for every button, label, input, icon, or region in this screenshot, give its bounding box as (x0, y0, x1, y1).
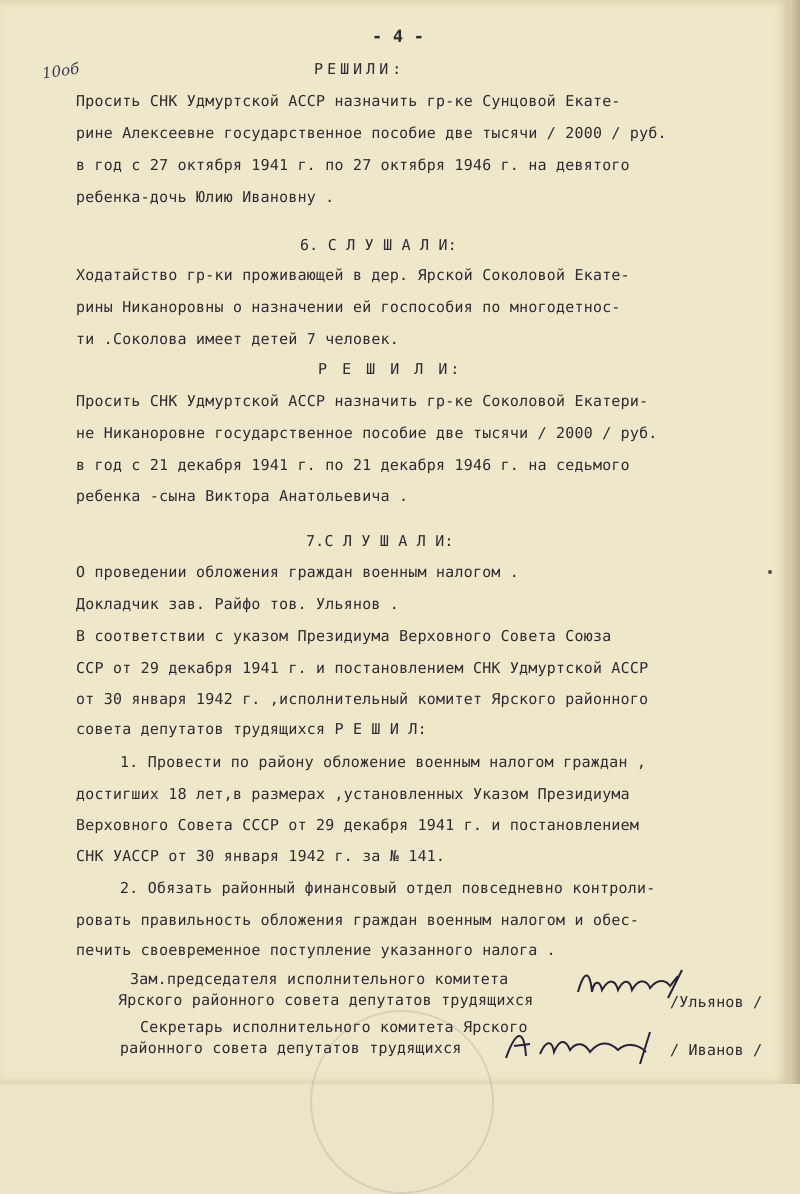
signature-title: Ярского районного совета депутатов трудящихся (117, 991, 534, 1009)
text-line: рины Никаноровны о назначении ей госпособия по многодетнос- (75, 298, 621, 316)
text-line: В соответствии с указом Президиума Верховного Совета Союза (75, 627, 612, 645)
signature-title: Секретарь исполнительного комитета Ярского (139, 1018, 528, 1036)
text-line: не Никаноровне государственное пособие две тысячи / 2000 / руб. (75, 424, 658, 442)
decision-heading: РЕШИЛИ: (313, 60, 406, 78)
text-line: Докладчик зав. Райфо тов. Ульянов . (75, 595, 400, 613)
margin-note: 10об (40, 59, 81, 83)
text-line: Верховного Совета СССР от 29 декабря 1941 г. и постановлением (75, 816, 640, 834)
text-line: совета депутатов трудящихся Р Е Ш И Л: (75, 720, 427, 738)
text-line: 1. Провести по району обложение военным налогом граждан , (119, 753, 647, 771)
text-line: от 30 января 1942 г. ,исполнительный комитет Ярского районного (75, 690, 649, 708)
text-line: ровать правильность обложения граждан военным налогом и обес- (75, 911, 640, 929)
text-line: Ходатайство гр-ки проживающей в дер. Ярской Соколовой Екате- (75, 266, 631, 284)
text-line: Просить СНК Удмуртской АССР назначить гр-ке Сунцовой Екате- (75, 92, 621, 110)
text-line: печить своевременное поступление указанного налога . (75, 941, 557, 959)
handwritten-signature (570, 962, 690, 1012)
decision-heading: Р Е Ш И Л И: (317, 360, 463, 378)
text-line: в год с 21 декабря 1941 г. по 21 декабря 1946 г. на седьмого (75, 456, 631, 474)
signature-title: районного совета депутатов трудящихся (119, 1039, 462, 1057)
signatory-name: / Иванов / (669, 1041, 763, 1059)
text-line: О проведении обложения граждан военным налогом . (75, 563, 520, 581)
signatory-name: /Ульянов / (669, 993, 763, 1011)
page-number: - 4 - (371, 27, 425, 47)
section-heading: 7.С Л У Ш А Л И: (305, 532, 454, 550)
text-line: ребенка -сына Виктора Анатольевича . (75, 487, 409, 505)
faded-seal (310, 1010, 494, 1194)
text-line: 2. Обязать районный финансовый отдел повседневно контроли- (119, 879, 656, 897)
page-edge (790, 0, 800, 1084)
text-line: ти .Соколова имеет детей 7 человек. (75, 330, 400, 348)
handwritten-signature (500, 1022, 670, 1068)
text-line: в год с 27 октября 1941 г. по 27 октября 1946 г. на девятого (75, 156, 631, 174)
signature-title: Зам.председателя исполнительного комитета (129, 970, 509, 988)
text-line: достигших 18 лет,в размерах ,установленных Указом Президиума (75, 785, 631, 803)
text-line: ребенка-дочь Юлию Ивановну . (75, 188, 335, 206)
section-heading: 6. С Л У Ш А Л И: (299, 236, 458, 254)
text-line: рине Алексеевне государственное пособие две тысячи / 2000 / руб. (75, 124, 667, 142)
text-line: ССР от 29 декабря 1941 г. и постановлением СНК Удмуртской АССР (75, 659, 649, 677)
text-line: Просить СНК Удмуртской АССР назначить гр-ке Соколовой Екатери- (75, 392, 649, 410)
text-line: СНК УАССР от 30 января 1942 г. за № 141. (75, 847, 446, 865)
ink-dot (768, 570, 772, 574)
